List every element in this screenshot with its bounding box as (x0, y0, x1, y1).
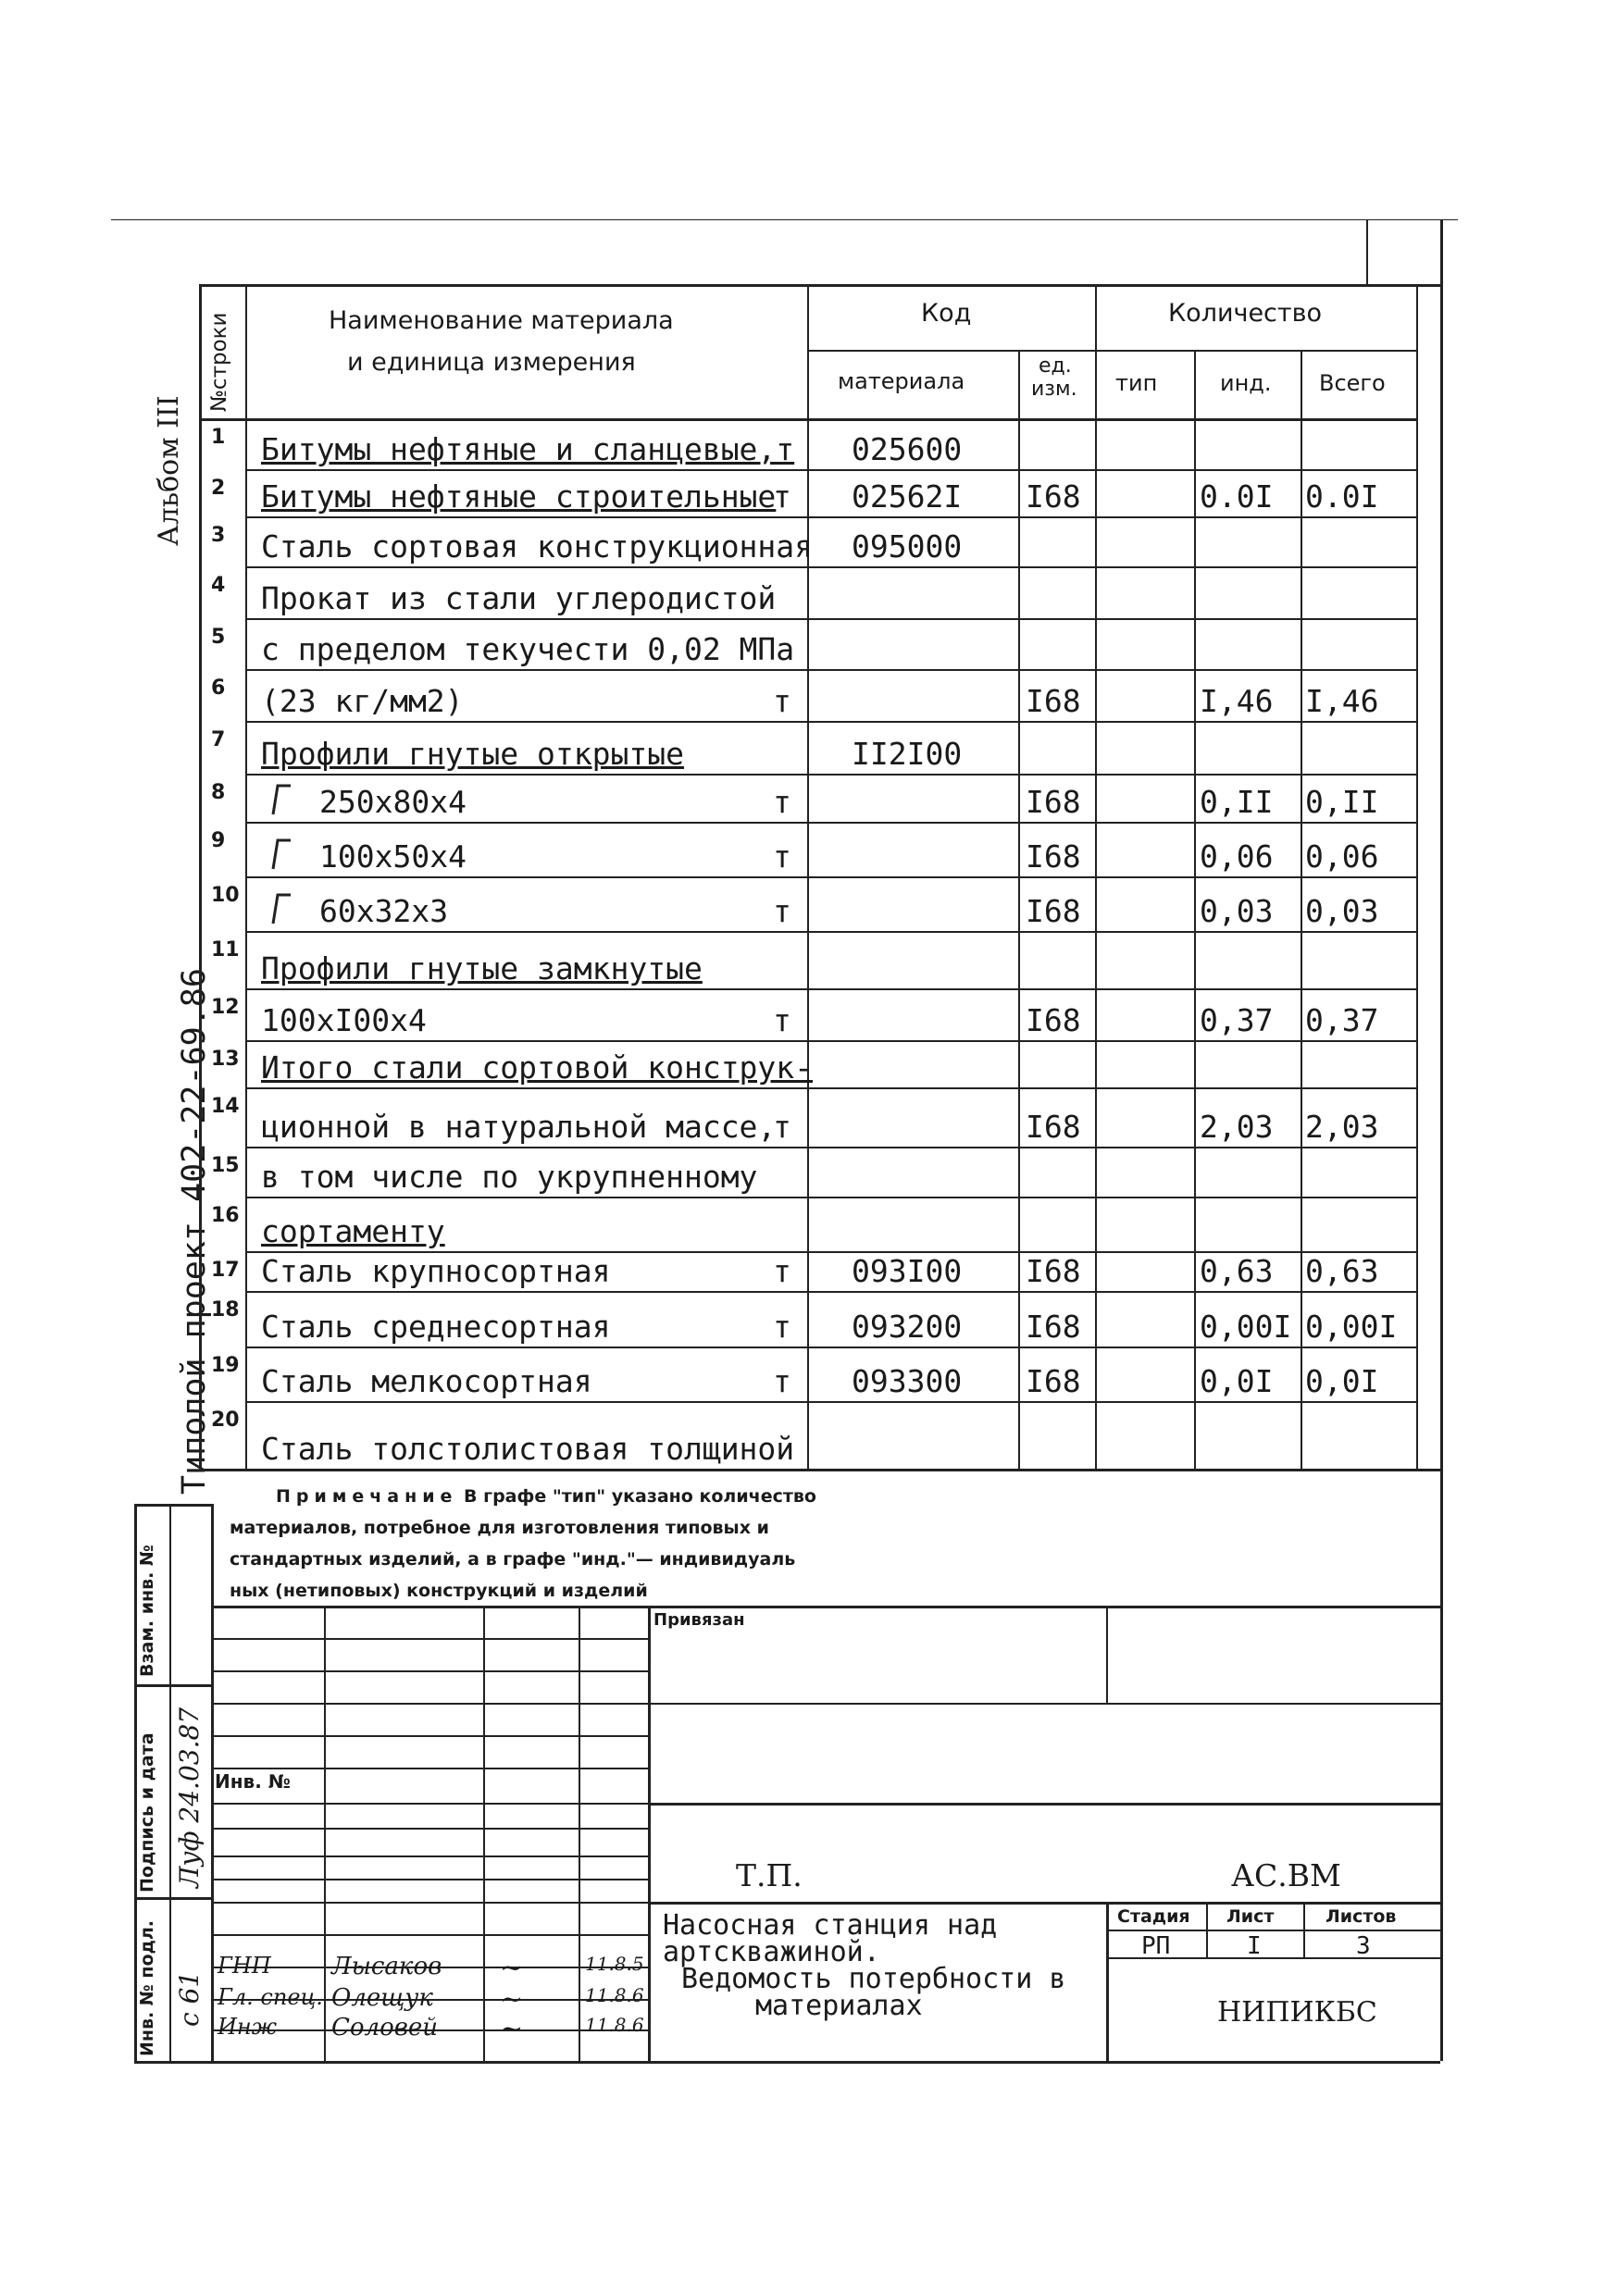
row-line (245, 1197, 1416, 1198)
header-total: Всего (1319, 370, 1386, 396)
angle-profile-icon (270, 892, 298, 925)
total-value: 0,03 (1305, 893, 1379, 929)
material-name: 60x32x3 (319, 893, 449, 929)
material-name: 100xI00x4 (261, 1002, 427, 1038)
staff-date: 11.8.6 (585, 2014, 644, 2036)
unit-t: т (773, 1309, 791, 1345)
material-name: Сталь среднесортная (261, 1309, 611, 1345)
unit-code: I68 (1026, 683, 1081, 719)
row-number: 4 (211, 574, 226, 597)
unit-t: т (773, 683, 791, 719)
podpis-label: Подпись и дата (137, 1732, 157, 1893)
stamp-row-line (211, 1768, 648, 1769)
table-top-border (199, 284, 1440, 287)
row-line (245, 931, 1416, 933)
ind-value: 0.0I (1200, 478, 1274, 515)
podpis-handwritten: Луф 24.03.87 (174, 1706, 205, 1888)
header-code: Код (921, 299, 972, 328)
stamp-title-right (1106, 1902, 1109, 2061)
row-number: 14 (211, 1095, 240, 1118)
row-number: 6 (211, 676, 226, 700)
title-line1: Насосная станция над (663, 1909, 998, 1942)
note (230, 1481, 816, 1607)
material-name: Сталь сортовая конструкционная (261, 528, 814, 565)
header-unit-2: изм. (1031, 378, 1077, 401)
staff-role: ГНП (218, 1953, 271, 1979)
stamp-col-priv (1106, 1606, 1108, 1703)
note-line4: ных (нетиповых) конструкций и изделий (230, 1581, 648, 1601)
ind-value: I,46 (1200, 683, 1274, 719)
sheets-value: 3 (1356, 1932, 1371, 1960)
material-name: в том числе по укрупненному (261, 1159, 758, 1195)
stamp-row-line (211, 1828, 648, 1830)
stamp-col-b (483, 1606, 485, 2061)
stamp-row-line (211, 1638, 648, 1640)
staff-role: Гл. спец. (218, 1984, 323, 2010)
top-border-line (111, 219, 1458, 220)
material-name: Сталь мелкосортная (261, 1363, 592, 1399)
unit-code: I68 (1026, 1253, 1081, 1289)
row-number: 2 (211, 477, 226, 500)
material-name: Сталь толстолистовая толщиной (261, 1431, 795, 1467)
title-line4: материалах (755, 1990, 923, 2022)
unit-t: т (773, 478, 791, 515)
row-number: 17 (211, 1259, 240, 1282)
material-name: 250x80x4 (319, 784, 467, 820)
row-number: 12 (211, 996, 240, 1019)
total-value: I,46 (1305, 683, 1379, 719)
material-name: Битумы нефтяные и сланцевые,т (261, 431, 795, 467)
row-number: 8 (211, 781, 226, 804)
row-line (245, 469, 1416, 471)
row-line (245, 618, 1416, 620)
row-number: 3 (211, 524, 226, 547)
ind-value: 0,06 (1200, 838, 1274, 875)
col-end-line (1416, 284, 1418, 1469)
stage-label: Стадия (1117, 1906, 1190, 1927)
material-code: 02562I (852, 478, 963, 515)
unit-t: т (773, 784, 791, 820)
top-small-box-line (1366, 219, 1368, 284)
staff-signature: ~ (500, 1952, 524, 1984)
vzam-label: Взам. инв. № (137, 1545, 157, 1677)
unit-code: I68 (1026, 784, 1081, 820)
unit-code: I68 (1026, 1309, 1081, 1345)
row-line (245, 988, 1416, 990)
row-number: 1 (211, 426, 226, 449)
row-line (245, 1147, 1416, 1148)
row-number: 15 (211, 1154, 240, 1177)
total-value: 0,37 (1305, 1002, 1379, 1038)
stamp-row-line (211, 1934, 648, 1936)
unit-code: I68 (1026, 1363, 1081, 1399)
material-name: Профили гнутые открытые (261, 736, 684, 772)
total-value: 0,63 (1305, 1253, 1379, 1289)
ind-value: 0,0I (1200, 1363, 1274, 1399)
staff-name: Соловей (331, 2014, 439, 2042)
podl-label: Инв. № подл. (137, 1919, 157, 2056)
header-tip: тип (1115, 370, 1158, 396)
stamp-stage-c2 (1303, 1902, 1305, 1957)
row-line (245, 822, 1416, 824)
total-value: 0,06 (1305, 838, 1379, 875)
row-line (245, 669, 1416, 671)
stamp-row-line (211, 1735, 648, 1737)
header-unit-1: ед. (1039, 354, 1072, 378)
tp-label: Т.П. (736, 1857, 803, 1893)
total-value: 2,03 (1305, 1109, 1379, 1145)
material-name: с пределом текучести 0,02 МПа (261, 631, 795, 667)
stamp-row-line (211, 1803, 648, 1805)
stamp-row-line (211, 1902, 648, 1904)
row-line (245, 566, 1416, 568)
row-line (245, 774, 1416, 776)
material-code: 093I00 (852, 1253, 963, 1289)
staff-signature: ~ (500, 2013, 524, 2045)
stage-value: РП (1141, 1932, 1171, 1960)
staff-date: 11.8.6 (585, 1984, 644, 2006)
unit-t: т (773, 1002, 791, 1038)
header-mid-line (807, 350, 1416, 352)
material-name: Итого стали сортовой конструк- (261, 1049, 814, 1086)
row-number: 7 (211, 728, 226, 751)
stamp-row-line (211, 1879, 648, 1880)
total-value: 0,00I (1305, 1309, 1398, 1345)
row-number: 20 (211, 1409, 240, 1432)
stamp-stage-c1 (1206, 1902, 1208, 1957)
row-number: 16 (211, 1204, 240, 1227)
margin-split-1 (134, 1684, 211, 1687)
material-code: 095000 (852, 528, 963, 565)
title-line2: артскважиной. (663, 1936, 880, 1968)
margin-strip-top (134, 1504, 211, 1507)
material-name: Сталь крупносортная (261, 1253, 611, 1289)
stamp-stage-mid (1106, 1930, 1440, 1931)
material-name: Прокат из стали углеродистой (261, 580, 777, 616)
table-right-border (1440, 219, 1443, 2061)
header-name-line2: и единица измерения (347, 348, 636, 377)
material-name: 100x50x4 (319, 838, 467, 875)
row-number: 9 (211, 829, 226, 852)
unit-t: т (773, 893, 791, 929)
sheets-label: Листов (1326, 1906, 1397, 1927)
header-bottom-line (199, 418, 1416, 421)
stamp-priv-bottom (648, 1703, 1440, 1705)
frame-bottom (134, 2061, 1440, 2064)
stamp-col-main (648, 1606, 651, 2061)
material-code: 025600 (852, 431, 963, 467)
row-number: 13 (211, 1048, 240, 1071)
privyazan-label: Привязан (653, 1610, 745, 1630)
ind-value: 0,03 (1200, 893, 1274, 929)
unit-code: I68 (1026, 838, 1081, 875)
unit-t: т (773, 1109, 791, 1145)
ind-value: 0,63 (1200, 1253, 1274, 1289)
angle-profile-icon (270, 783, 298, 816)
margin-strip-mid (169, 1504, 171, 2061)
staff-signature: ~ (500, 1983, 524, 2016)
row-line (245, 1087, 1416, 1089)
material-code: 093300 (852, 1363, 963, 1399)
sheet-label: Лист (1226, 1906, 1275, 1927)
ind-value: 0,II (1200, 784, 1274, 820)
row-line (245, 1040, 1416, 1042)
unit-code: I68 (1026, 1109, 1081, 1145)
title-line3: Ведомость потербности в (681, 1963, 1066, 1995)
table-left-border (199, 284, 202, 1469)
ind-value: 0,00I (1200, 1309, 1292, 1345)
material-name: ционной в натуральной массе, (261, 1109, 777, 1145)
total-value: 0,0I (1305, 1363, 1379, 1399)
material-name: Профили гнутые замкнутые (261, 950, 703, 987)
header-mat: материала (838, 368, 965, 394)
stamp-col-a (324, 1606, 326, 2061)
unit-code: I68 (1026, 1002, 1081, 1038)
row-number: 11 (211, 938, 240, 962)
podl-handwritten: с 61 (174, 1970, 205, 2027)
note-line2: материалов, потребное для изготовления типовых и (230, 1518, 769, 1538)
doc-title (663, 1909, 1066, 2022)
header-name-line1: Наименование материала (329, 306, 674, 335)
row-number: 18 (211, 1298, 240, 1322)
stamp-col-c (579, 1606, 580, 2061)
material-name: (23 кг/мм2) (261, 683, 464, 719)
row-line (245, 1347, 1416, 1348)
material-name: сортаменту (261, 1213, 445, 1249)
row-line (245, 1401, 1416, 1403)
material-code: 093200 (852, 1309, 963, 1345)
sheet-value: I (1247, 1932, 1262, 1960)
project-label: Типолой проект 402-22-69.86 (176, 968, 213, 1495)
ind-value: 0,37 (1200, 1002, 1274, 1038)
unit-t: т (773, 838, 791, 875)
stamp-top (211, 1606, 1440, 1608)
stamp-row-line (211, 1855, 648, 1857)
header-qty: Количество (1168, 299, 1323, 328)
row-number: 5 (211, 626, 226, 649)
row-number: 10 (211, 884, 240, 907)
margin-strip-right (211, 1504, 214, 2061)
row-line (245, 1291, 1416, 1293)
staff-name: Олещук (331, 1984, 433, 2012)
note-line3: стандартных изделий, а в графе "инд."— индивидуаль (230, 1549, 796, 1570)
total-value: 0,II (1305, 784, 1379, 820)
staff-name: Лысаков (331, 1953, 442, 1980)
stamp-row-line (211, 1703, 648, 1705)
note-line1: В графе "тип" указано количество (457, 1486, 816, 1507)
material-name: Битумы нефтяные строительные (261, 478, 777, 515)
stamp-title-top (648, 1902, 1440, 1905)
table-bottom-border (199, 1469, 1440, 1471)
row-number: 19 (211, 1354, 240, 1377)
stamp-row-line (211, 1670, 648, 1672)
unit-code: I68 (1026, 893, 1081, 929)
row-line (245, 516, 1416, 518)
total-value: 0.0I (1305, 478, 1379, 515)
doc-code: АС.ВМ (1231, 1857, 1341, 1893)
org-name: НИПИКБС (1217, 1996, 1377, 2029)
material-code: II2I00 (852, 736, 963, 772)
inv-no-label: Инв. № (215, 1770, 291, 1793)
staff-date: 11.8.5 (585, 1953, 644, 1975)
stamp-tp-top (648, 1803, 1440, 1806)
angle-profile-icon (270, 838, 298, 871)
margin-split-2 (134, 1897, 211, 1900)
ind-value: 2,03 (1200, 1109, 1274, 1145)
staff-role: Инж (218, 2014, 278, 2040)
unit-code: I68 (1026, 478, 1081, 515)
unit-t: т (773, 1253, 791, 1289)
header-ind: инд. (1220, 370, 1272, 396)
row-line (245, 721, 1416, 723)
unit-t: т (773, 1363, 791, 1399)
album-label: Альбом III (153, 395, 185, 546)
row-line (245, 876, 1416, 878)
header-rownum: №строки (207, 312, 231, 412)
note-head: Примечание (276, 1486, 458, 1507)
